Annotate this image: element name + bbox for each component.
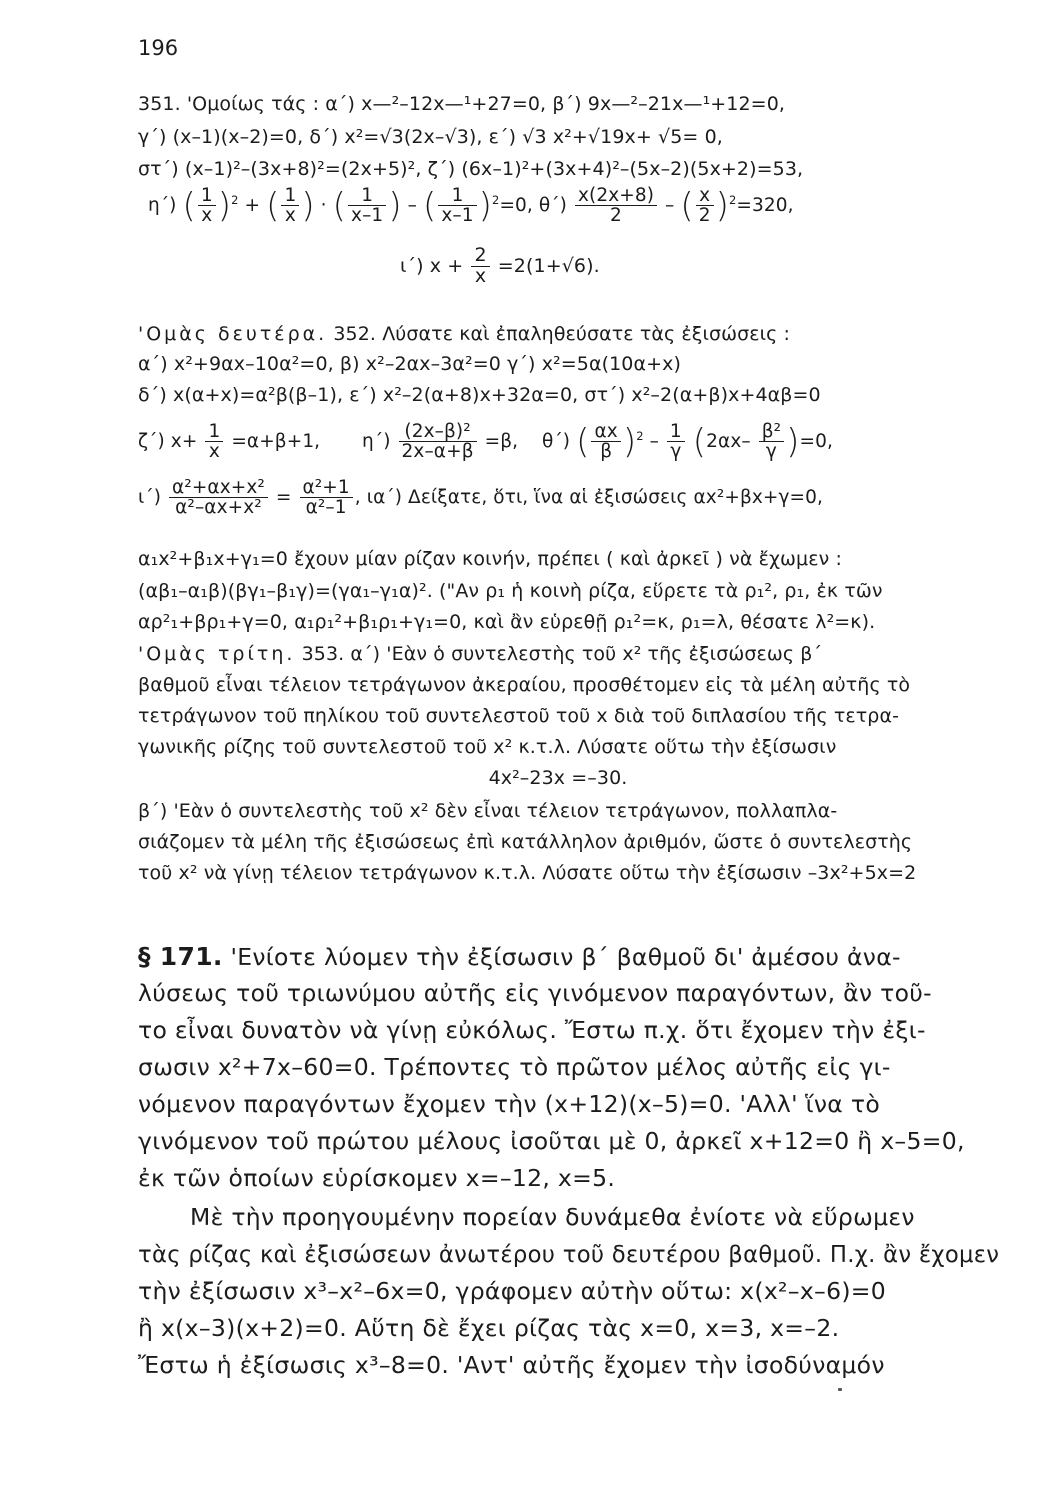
- frac-den: x: [284, 205, 296, 227]
- exercise-351-line-1: 351. 'Ομοίως τάς : α΄) x—²–12x—¹+27=0, β΄) 9x—²–21x—¹+12=0,: [138, 93, 786, 115]
- iota-label: ι΄): [138, 486, 162, 508]
- frac-den: 2: [610, 205, 622, 227]
- frac-num: x: [696, 186, 714, 206]
- iota-rest: =2(1+√6).: [497, 254, 600, 277]
- group-2-heading: [138, 323, 978, 345]
- theta-label: θ΄): [542, 430, 571, 452]
- group-2-instruction: 352. Λύσατε καὶ ἐπαληθεύσατε τὰς ἐξισώσεις :: [327, 323, 791, 345]
- frac-num: 1: [438, 186, 476, 206]
- section-171-p2-line-3: τὴν ἐξίσωσιν x³–x²–6x=0, γράφομεν αὐτὴν οὕτω: x(x²–x–6)=0: [138, 1277, 887, 1305]
- iota-label: ι΄) x +: [400, 254, 464, 277]
- page-number: 196: [138, 36, 179, 60]
- frac-num: 1: [348, 186, 386, 206]
- section-171-line-4: σωσιν x²+7x–60=0. Τρέποντες τὸ πρῶτον μέλος αὐτῆς εἰς γι-: [138, 1053, 891, 1081]
- theta-label: θ΄): [538, 194, 567, 216]
- group-3-line-2: βαθμοῦ εἶναι τέλειον τετράγωνον ἀκεραίου, προσθέτομεν εἰς τὰ μέλη αὐτῆς τὸ: [138, 674, 911, 696]
- group-3-line-4: γωνικῆς ρίζης τοῦ συντελεστοῦ τοῦ x² κ.τ.λ. Λύσατε οὕτω τὴν ἐξίσωσιν: [138, 736, 837, 758]
- exercise-351-line-2: γ΄) (x–1)(x–2)=0, δ΄) x²=√3(2x–√3), ε΄) √3 x²+√19x+ √5= 0,: [138, 126, 723, 148]
- group-3-line-5: β΄) 'Εὰν ὁ συντελεστὴς τοῦ x² δὲν εἶναι τέλειον τετράγωνον, πολλαπλα-: [138, 800, 838, 822]
- exercise-351-eta-theta: η΄) ( $\frac{1}{x}$ )$^2$ + ( $\frac{1}{x}$ ) · ( $\frac{1}{x-1}$ ) – ( $\frac{1}{x-1}$ )$^2$=0, θ΄) $\frac{x(2x+8)}{2}$ – ( $\frac{x}{2}$ )$^2$=320,: [148, 185, 794, 227]
- section-171-line-6: γινόμενον τοῦ πρώτου μέλους ἰσοῦται μὲ 0, ἀρκεῖ x+12=0 ἢ x–5=0,: [138, 1127, 965, 1155]
- group-2-line-1: α΄) x²+9αx–10α²=0, β) x²–2αx–3α²=0 γ΄) x²=5α(10α+x): [138, 353, 681, 375]
- exercise-351-iota: [400, 246, 800, 287]
- group-3-rest: 353. α΄) 'Εὰν ὁ συντελεστὴς τοῦ x² τῆς ἐξισώσεως β΄: [295, 643, 823, 665]
- frac-num: 1: [198, 186, 216, 206]
- eta-label: η΄): [148, 194, 177, 216]
- frac-num: 1: [205, 422, 223, 442]
- section-number: § 171.: [138, 942, 223, 971]
- group-3-line-7: τοῦ x² νὰ γίνῃ τέλειον τετράγωνον κ.τ.λ. Λύσατε οὕτω τὴν ἐξίσωσιν –3x²+5x=2: [138, 862, 917, 884]
- section-171-text: 'Ενίοτε λύομεν τὴν ἐξίσωσιν β΄ βαθμοῦ δι' ἀμέσου ἀνα-: [222, 943, 901, 971]
- section-171-line-3: το εἶναι δυνατὸν νὰ γίνῃ εὐκόλως. Ἔστω π.χ. ὅτι ἔχομεν τὴν ἐξι-: [138, 1016, 926, 1044]
- ia-text: , ια΄) Δείξατε, ὅτι, ἵνα αἱ ἐξισώσεις αx²+βx+γ=0,: [354, 486, 824, 508]
- frac-den: x: [201, 205, 213, 227]
- frac-den: 2x–α+β: [401, 441, 474, 463]
- eta-label: η΄): [362, 430, 391, 452]
- frac-den: α²–αx+x²: [175, 497, 262, 519]
- group-2-line-a1: α₁x²+β₁x+γ₁=0 ἔχουν μίαν ρίζαν κοινήν, πρέπει ( καὶ ἀρκεῖ ) νὰ ἔχωμεν :: [138, 548, 842, 570]
- frac-den: x: [208, 441, 220, 463]
- frac-den: 2: [698, 205, 711, 227]
- frac-den: β: [600, 441, 613, 463]
- eq-zero: =0,: [499, 194, 533, 216]
- section-171-p2-line-2: τὰς ρίζας καὶ ἐξισώσεων ἀνωτέρου τοῦ δευτέρου βαθμοῦ. Π.χ. ἂν ἔχομεν: [138, 1240, 1000, 1268]
- section-171-line-5: νόμενον παραγόντων ἔχομεν τὴν (x+12)(x–5)=0. 'Αλλ' ἵνα τὸ: [138, 1090, 880, 1118]
- group-2-iota: ι΄) $\frac{\text{α²+αx+x²}}{\text{α²–αx+x²}}$ = $\frac{\text{α²+1}}{\text{α²–1}}$ , ια΄) Δείξατε, ὅτι, ἵνα αἱ ἐξισώσεις αx²+βx+γ=0,: [138, 477, 824, 519]
- frac-num: α²+αx+x²: [169, 478, 268, 498]
- frac-num: α²+1: [300, 478, 353, 498]
- eq-zero: =0,: [799, 430, 833, 452]
- two-ax: 2αx–: [706, 430, 751, 452]
- zeta-rest: =α+β+1,: [231, 430, 321, 452]
- group-2-zeta-eta-theta: ζ΄) x+ $\frac{1}{x}$ =α+β+1, η΄) $\frac{\text{(2x–β)²}}{2x-\alpha+\beta}$ =β, θ΄) ( $\frac{\alpha x}{\beta}$ )$^2$ – $\frac{1}{\gamma}$ (2αx– $\frac{\text{β²}}{\gamma}$ )=0,: [138, 421, 833, 463]
- frac-den: α²–1: [305, 497, 347, 519]
- eq-320: =320,: [736, 194, 794, 216]
- frac-num: β²: [759, 422, 784, 442]
- eta-rest: =β,: [484, 430, 519, 452]
- frac-den: γ: [670, 441, 682, 463]
- group-3-heading: [138, 643, 978, 665]
- group-2-line-a3: αρ²₁+βρ₁+γ=0, α₁ρ₁²+β₁ρ₁+γ₁=0, καὶ ἂν εὑρεθῇ ρ₁²=κ, ρ₁=λ, θέσατε λ²=κ).: [138, 611, 876, 633]
- exercise-351-line-3: στ΄) (x–1)²–(3x+8)²=(2x+5)², ζ΄) (6x–1)²+(3x+4)²–(5x–2)(5x+2)=53,: [138, 158, 804, 180]
- frac-num: x(2x+8): [575, 186, 657, 206]
- group-2-line-2: δ΄) x(α+x)=α²β(β–1), ε΄) x²–2(α+8)x+32α=0, στ΄) x²–2(α+β)x+4αβ=0: [138, 384, 821, 406]
- section-171-p2-line-4: ἢ x(x–3)(x+2)=0. Αὕτη δὲ ἔχει ρίζας τὰς x=0, x=3, x=–2.: [138, 1314, 840, 1342]
- frac-den: γ: [765, 441, 777, 463]
- frac-den: x: [474, 264, 487, 287]
- frac-den: x–1: [351, 205, 384, 227]
- group-3-title: 'Ομὰς τρίτη.: [138, 643, 296, 665]
- frac-num: 1: [667, 422, 685, 442]
- section-171-p2-line-5: Ἔστω ἡ ἐξίσωσις x³–8=0. 'Αντ' αὐτῆς ἔχομεν τὴν ἰσοδύναμόν: [138, 1351, 885, 1379]
- group-2-line-a2: (αβ₁–α₁β)(βγ₁–β₁γ)=(γα₁–γ₁α)². ("Αν ρ₁ ἡ κοινὴ ρίζα, εὕρετε τὰ ρ₁², ρ₁, ἐκ τῶν: [138, 580, 883, 602]
- group-3-line-6: σιάζομεν τὰ μέλη τῆς ἐξισώσεως ἐπὶ κατάλληλον ἀριθμόν, ὥστε ὁ συντελεστὴς: [138, 831, 913, 853]
- section-171-line-1: [138, 942, 978, 971]
- group-3-equation: 4x²–23x =–30.: [488, 767, 628, 789]
- section-171-line-7: ἐκ τῶν ὁποίων εὑρίσκομεν x=–12, x=5.: [138, 1164, 616, 1192]
- frac-num: (2x–β)²: [399, 422, 477, 442]
- section-171-line-2: λύσεως τοῦ τριωνύμου αὐτῆς εἰς γινόμενον παραγόντων, ἂν τοῦ-: [138, 979, 932, 1007]
- frac-den: x–1: [441, 205, 474, 227]
- section-171-p2-line-1: Μὲ τὴν προηγουμένην πορείαν δυνάμεθα ἐνίοτε νὰ εὕρωμεν: [190, 1203, 915, 1231]
- frac-num: αx: [591, 422, 620, 442]
- group-3-line-3: τετράγωνον τοῦ πηλίκου τοῦ συντελεστοῦ τοῦ x διὰ τοῦ διπλασίου τῆς τετρα-: [138, 705, 900, 727]
- print-speck: [838, 1388, 842, 1391]
- frac-num: 1: [281, 186, 299, 206]
- zeta-label: ζ΄) x+: [138, 430, 198, 452]
- group-2-title: 'Ομὰς δευτέρα.: [138, 323, 328, 345]
- frac-num: 2: [471, 246, 489, 267]
